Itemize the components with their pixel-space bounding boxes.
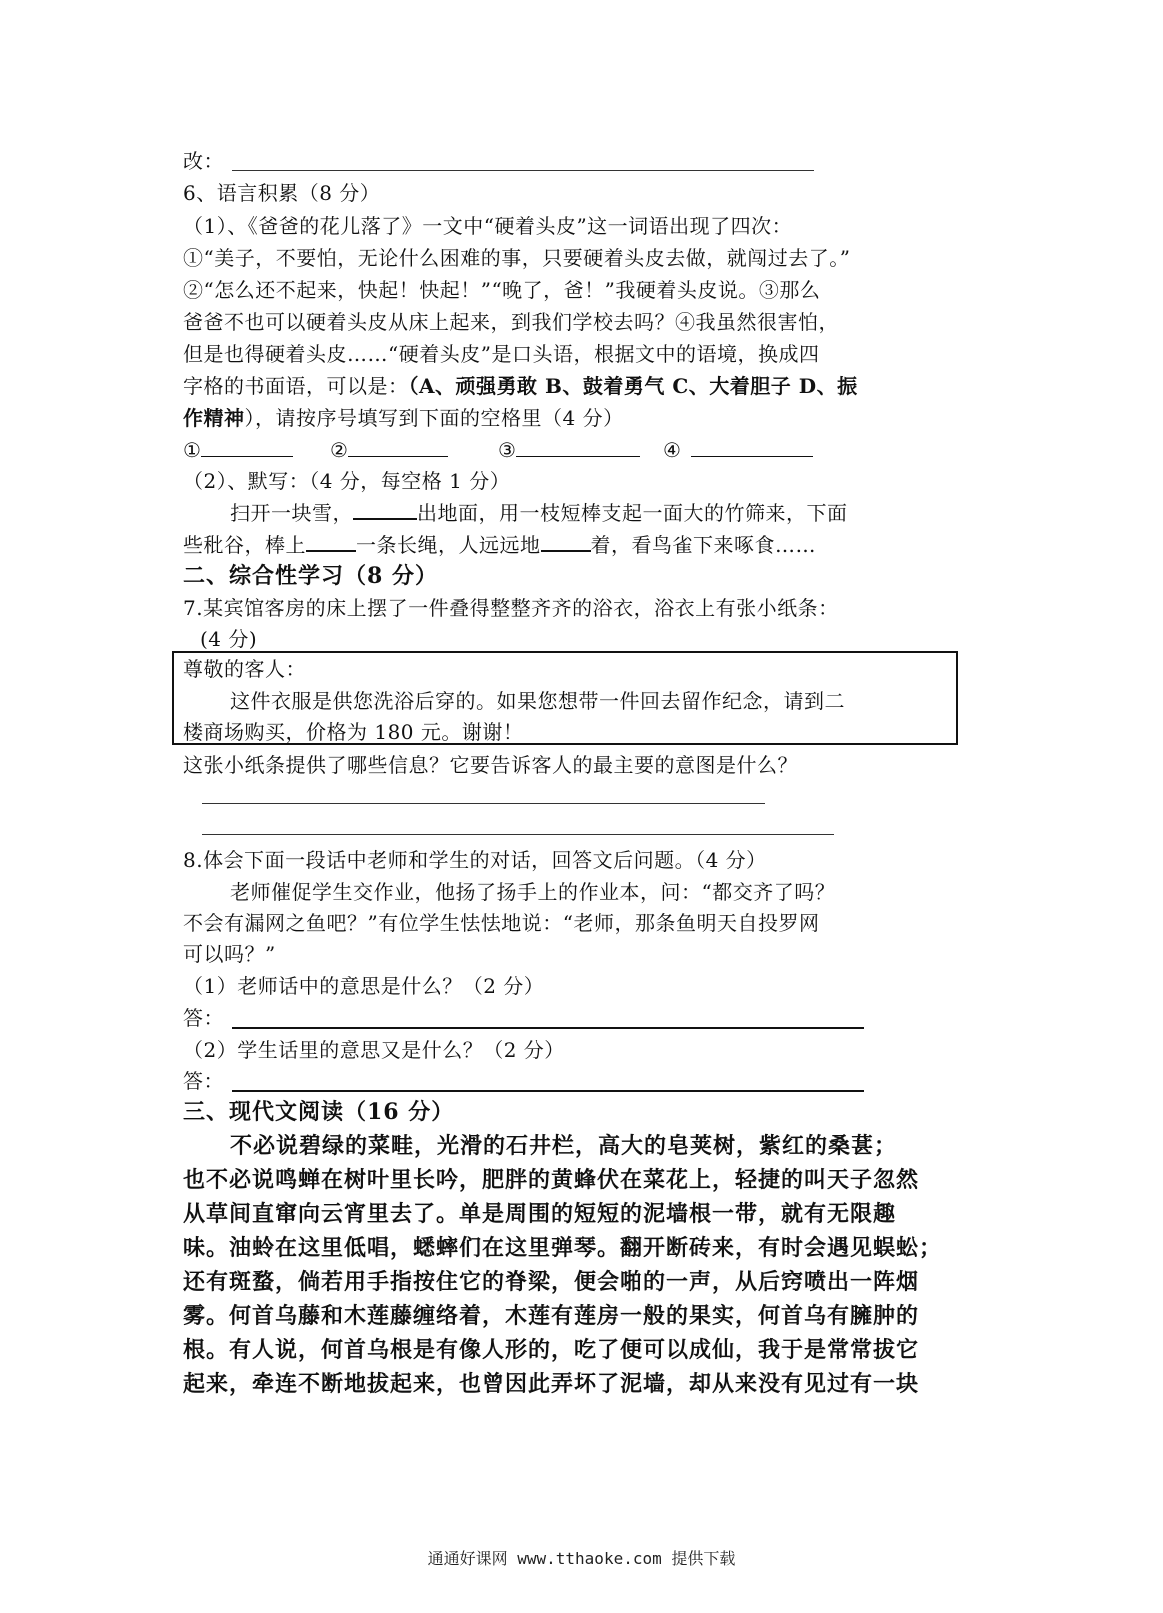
q6-blank-2 xyxy=(330,435,448,465)
reading-line-4: 味。油蛉在这里低唱，蟋蟀们在这里弹琴。翻开断砖来，有时会遇见蜈蚣； xyxy=(183,1235,943,1261)
reading-line-6: 雾。何首乌藤和木莲藤缠络着，木莲有莲房一般的果实，何首乌有臃肿的 xyxy=(183,1303,920,1329)
blank-2-label: ② xyxy=(330,438,349,462)
dictation-text-3: 些秕谷，棒上 xyxy=(183,533,306,557)
q8-answer-1-line[interactable] xyxy=(232,1027,864,1029)
blank-3-input[interactable] xyxy=(516,436,640,457)
dictation-text-4: 一条长绳，人远远地 xyxy=(356,533,541,557)
dictation-blank-3[interactable] xyxy=(541,530,591,552)
correction-label xyxy=(183,146,224,176)
q6-options-line xyxy=(183,371,858,401)
blank-3-label: ③ xyxy=(498,438,517,462)
reading-line-5: 还有斑蝥，倘若用手指按住它的脊梁，便会啪的一声，从后窍喷出一阵烟 xyxy=(183,1269,920,1295)
q7-prompt: 7.某宾馆客房的床上摆了一件叠得整整齐齐的浴衣，浴衣上有张小纸条： xyxy=(183,596,839,620)
q6-heading: 6、语言积累（8 分） xyxy=(183,181,381,205)
dictation-line-1 xyxy=(230,498,848,528)
q6-options-bold: （A、顽强勇敢 B、鼓着勇气 C、大着胆子 D、振 xyxy=(408,374,858,398)
correction-answer-line[interactable] xyxy=(232,170,814,171)
dictation-blank-2[interactable] xyxy=(306,530,356,552)
reading-line-3: 从草间直窜向云宵里去了。单是周围的短短的泥墙根一带，就有无限趣 xyxy=(183,1201,897,1227)
dictation-text-1: 扫开一块雪， xyxy=(230,501,353,525)
blank-2-input[interactable] xyxy=(348,436,448,457)
q8-sub-1: （1）老师话中的意思是什么？（2 分） xyxy=(183,974,545,998)
dictation-text-2: 出地面，用一枝短棒支起一面大的竹筛来，下面 xyxy=(417,501,848,525)
q8-prompt: 8.体会下面一段话中老师和学生的对话，回答文后问题。（4 分） xyxy=(183,848,767,872)
q7-question: 这张小纸条提供了哪些信息？它要告诉客人的最主要的意图是什么？ xyxy=(183,753,798,777)
q6-instruction: ），请按序号填写到下面的空格里（4 分） xyxy=(244,406,624,430)
dictation-line-2 xyxy=(183,530,816,560)
q6-quote-3: 爸爸不也可以硬着头皮从床上起来，到我们学校去吗？④我虽然很害怕， xyxy=(183,310,839,334)
q6-options-line-2 xyxy=(183,403,624,433)
reading-line-7: 根。有人说，何首乌根是有像人形的，吃了便可以成仙，我于是常常拔它 xyxy=(183,1337,920,1363)
correction-text: 改： xyxy=(183,149,224,173)
q6-options-lead: 字格的书面语，可以是： xyxy=(183,374,409,398)
note-greeting: 尊敬的客人： xyxy=(183,657,306,681)
q6-blank-1 xyxy=(183,435,293,465)
note-body-1: 这件衣服是供您洗浴后穿的。如果您想带一件回去留作纪念，请到二 xyxy=(230,689,845,713)
q6-blank-4 xyxy=(663,435,813,465)
blank-4-label: ④ xyxy=(663,438,682,462)
page-footer: 通通好课网 www.tthaoke.com 提供下载 xyxy=(427,1549,736,1568)
q6-quote-1: ①“美子，不要怕，无论什么困难的事，只要硬着头皮去做，就闯过去了。” xyxy=(183,246,851,270)
blank-4-input[interactable] xyxy=(691,436,813,457)
dictation-blank-1[interactable] xyxy=(353,498,417,520)
q6-part1-intro: （1）、《爸爸的花儿落了》一文中“硬着头皮”这一词语出现了四次： xyxy=(183,214,793,238)
reading-line-2: 也不必说鸣蝉在树叶里长吟，肥胖的黄蜂伏在菜花上，轻捷的叫天子忽然 xyxy=(183,1167,920,1193)
q8-answer-1-label: 答： xyxy=(183,1006,224,1030)
q6-quote-4: 但是也得硬着头皮……“硬着头皮”是口头语，根据文中的语境，换成四 xyxy=(183,342,820,366)
blank-1-label: ① xyxy=(183,438,202,462)
section-2-heading: 二、综合性学习（8 分） xyxy=(183,563,438,589)
note-body-2: 楼商场购买，价格为 180 元。谢谢！ xyxy=(183,720,524,744)
reading-line-1: 不必说碧绿的菜畦，光滑的石井栏，高大的皂荚树，紫红的桑葚； xyxy=(230,1133,898,1159)
q6-blank-3 xyxy=(498,435,640,465)
q8-passage-1: 老师催促学生交作业，他扬了扬手上的作业本，问：“都交齐了吗？ xyxy=(230,880,836,904)
q8-answer-2-label: 答： xyxy=(183,1069,224,1093)
section-3-heading: 三、现代文阅读（16 分） xyxy=(183,1099,455,1125)
q8-sub-2: （2）学生话里的意思又是什么？（2 分） xyxy=(183,1038,565,1062)
q7-answer-line-2[interactable] xyxy=(202,834,834,835)
reading-line-8: 起来，牵连不断地拔起来，也曾因此弄坏了泥墙，却从来没有见过有一块 xyxy=(183,1371,920,1397)
q8-answer-2-line[interactable] xyxy=(232,1090,864,1092)
q7-answer-line-1[interactable] xyxy=(202,803,765,804)
dictation-text-5: 着，看鸟雀下来啄食…… xyxy=(590,533,816,557)
q6-quote-2: ②“怎么还不起来，快起！快起！”“晚了，爸！”我硬着头皮说。③那么 xyxy=(183,278,821,302)
blank-1-input[interactable] xyxy=(201,436,293,457)
q6-option-d-end: 作精神 xyxy=(183,406,245,430)
q7-score: (4 分) xyxy=(200,627,258,651)
q8-passage-3: 可以吗？” xyxy=(183,942,276,966)
q8-passage-2: 不会有漏网之鱼吧？”有位学生怯怯地说：“老师，那条鱼明天自投罗网 xyxy=(183,911,820,935)
q6-part2-heading: （2）、默写：（4 分，每空格 1 分） xyxy=(183,469,511,493)
